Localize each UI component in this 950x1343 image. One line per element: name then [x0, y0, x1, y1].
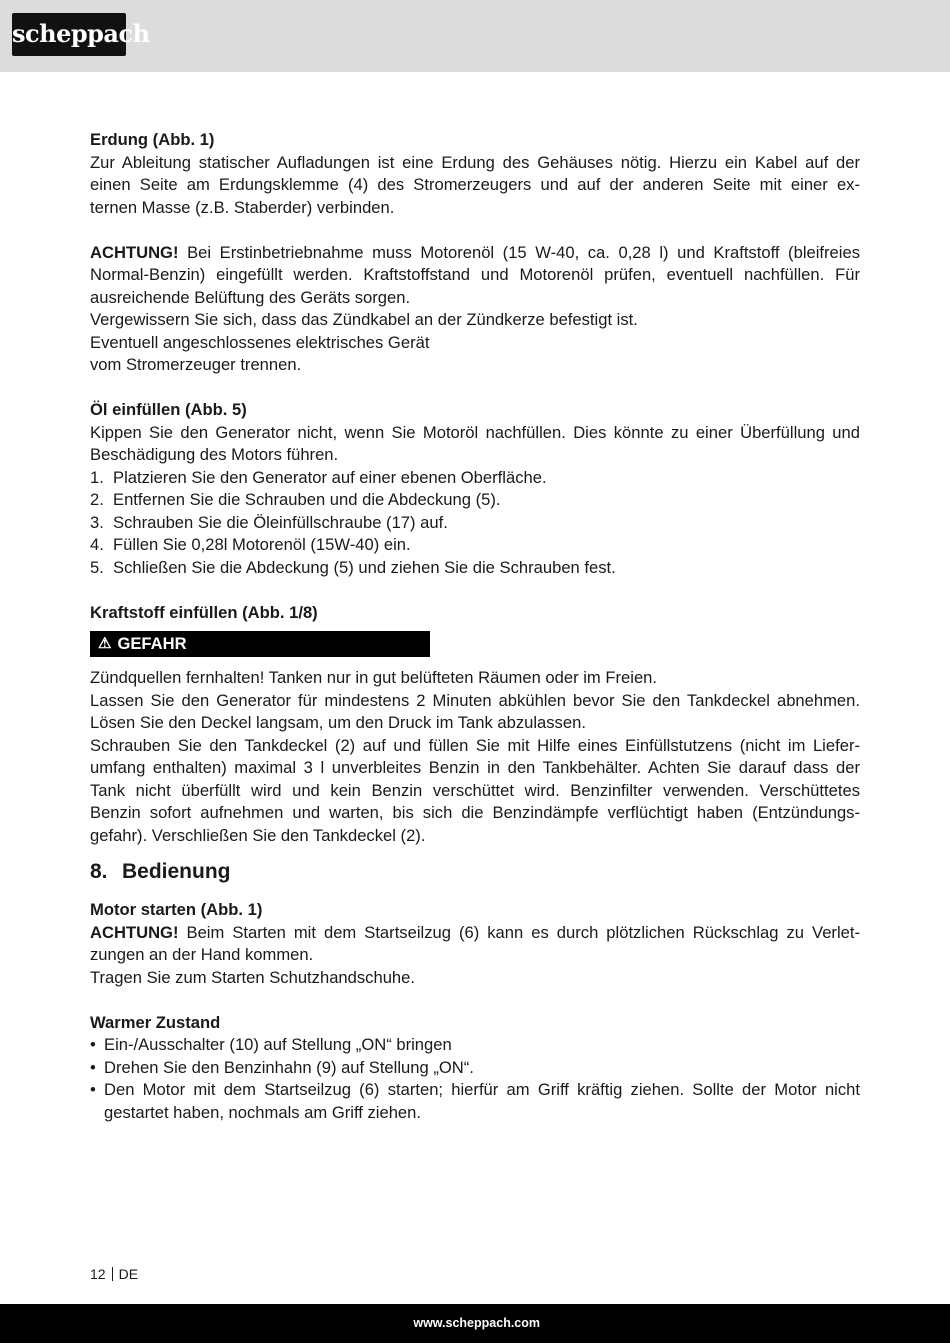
paragraph-line: Zur Ableitung statischer Aufladungen ist eine Erdung des Gehäuses nötig. Hierzu ein Kabel auf der — [90, 152, 860, 172]
paragraph-line: einen Seite am Erdungsklemme (4) des Stromerzeugers und auf der anderen Seite mit einer ex- — [90, 175, 860, 194]
footer-bar — [0, 1304, 950, 1343]
warning-label: ACHTUNG! — [90, 242, 179, 262]
paragraph-line: umfang enthalten) maximal 3 l unverbleites Benzin in den Tankbehälter. Achten Sie darauf dass der — [90, 758, 860, 777]
step-item — [90, 557, 860, 580]
heading-motor-starten: Motor starten (Abb. 1) — [90, 900, 263, 919]
warning-text: Bei Erstinbetriebnahme muss Motorenöl (15 W-40, ca. 0,28 l) und Kraftstoff (bleifreies — [178, 242, 860, 262]
step-number: 1. — [90, 467, 104, 487]
step-text: Entfernen Sie die Schrauben und die Abdeckung (5). — [113, 490, 501, 509]
section-heading-bedienung — [90, 855, 860, 889]
website-url: www.scheppach.com — [413, 1316, 540, 1330]
list-item — [90, 1034, 860, 1057]
step-text: Schließen Sie die Abdeckung (5) und ziehen Sie die Schrauben fest. — [113, 557, 616, 577]
section-number: 8. — [90, 860, 108, 883]
step-item — [90, 489, 860, 512]
paragraph-line: Schrauben Sie den Tankdeckel (2) auf und füllen Sie mit Hilfe eines Einfüllstutzens (nicht im Liefer- — [90, 735, 860, 755]
paragraph-line: Tank nicht überfüllt wird und kein Benzin verschüttet wird. Benzinfilter verwenden. Verschüttetes — [90, 780, 860, 800]
document-body — [90, 129, 860, 1124]
danger-banner — [90, 631, 430, 657]
list-item-text: Ein-/Ausschalter (10) auf Stellung „ON“ bringen — [104, 1035, 452, 1054]
paragraph-line: Normal-Benzin) eingefüllt werden. Kraftstoffstand und Motorenöl prüfen, eventuell nachfüllen. Für — [90, 265, 860, 284]
warning-text: Beim Starten mit dem Startseilzug (6) kann es durch plötzlichen Rückschlag zu Verlet- — [178, 922, 860, 942]
warning-line — [90, 922, 860, 945]
warning-line — [90, 242, 860, 265]
heading-erdung: Erdung (Abb. 1) — [90, 130, 215, 149]
page-number — [90, 1265, 138, 1283]
scheppach-logo: scheppach — [12, 13, 126, 56]
paragraph-line: Beschädigung des Motors führen. — [90, 445, 339, 464]
paragraph-line: ausreichende Belüftung des Geräts sorgen. — [90, 287, 411, 307]
warning-label: ACHTUNG! — [90, 922, 179, 942]
list-item-continuation: gestartet haben, nochmals am Griff ziehen. — [104, 1102, 421, 1122]
heading-oel: Öl einfüllen (Abb. 5) — [90, 400, 247, 419]
heading-warmer-zustand: Warmer Zustand — [90, 1012, 221, 1032]
page-separator — [112, 1267, 113, 1281]
step-text: Platzieren Sie den Generator auf einer ebenen Oberfläche. — [113, 467, 547, 487]
paragraph-line: Kippen Sie den Generator nicht, wenn Sie Motoröl nachfüllen. Dies könnte zu einer Überfüllung und — [90, 422, 860, 442]
list-item-text: Drehen Sie den Benzinhahn (9) auf Stellung „ON“. — [104, 1057, 474, 1077]
paragraph-line: ternen Masse (z.B. Staberder) verbinden. — [90, 197, 395, 217]
step-item — [90, 534, 860, 557]
step-text: Füllen Sie 0,28l Motorenöl (15W-40) ein. — [113, 535, 411, 554]
step-item — [90, 512, 860, 535]
step-number: 4. — [90, 535, 104, 554]
paragraph-line: zungen an der Hand kommen. — [90, 945, 314, 964]
page-header — [0, 0, 950, 72]
bullet: • — [90, 1035, 96, 1054]
paragraph-line: vom Stromerzeuger trennen. — [90, 355, 302, 374]
step-number: 3. — [90, 512, 104, 532]
paragraph-line: Lösen Sie den Deckel langsam, um den Druck im Tank abzulassen. — [90, 713, 586, 732]
warning-triangle-icon: ⚠ — [98, 635, 112, 652]
paragraph-line: Vergewissern Sie sich, dass das Zündkabel an der Zündkerze befestigt ist. — [90, 310, 638, 329]
list-item — [90, 1079, 860, 1102]
list-item — [90, 1057, 860, 1080]
heading-kraftstoff: Kraftstoff einfüllen (Abb. 1/8) — [90, 602, 318, 622]
list-item-text: Den Motor mit dem Startseilzug (6) starten; hierfür am Griff kräftig ziehen. Sollte der Motor nicht — [104, 1080, 860, 1099]
language-code: DE — [118, 1266, 139, 1282]
paragraph-line: Tragen Sie zum Starten Schutzhandschuhe. — [90, 967, 415, 987]
paragraph-line: Eventuell angeschlossenes elektrisches Gerät — [90, 332, 430, 352]
paragraph-line: Benzin sofort aufnehmen und warten, bis sich die Benzindämpfe verflüchtigt haben (Entzündungs- — [90, 803, 860, 822]
page-number-value: 12 — [90, 1266, 106, 1282]
paragraph-line: Lassen Sie den Generator für mindestens 2 Minuten abkühlen bevor Sie den Tankdeckel abnehmen. — [90, 690, 860, 710]
bullet: • — [90, 1080, 96, 1099]
section-title: Bedienung — [122, 860, 231, 883]
step-number: 5. — [90, 557, 104, 577]
step-item — [90, 467, 860, 490]
danger-label: GEFAHR — [117, 634, 187, 653]
bullet: • — [90, 1057, 96, 1077]
step-text: Schrauben Sie die Öleinfüllschraube (17) auf. — [113, 512, 448, 532]
paragraph-line: gefahr). Verschließen Sie den Tankdeckel (2). — [90, 825, 426, 845]
step-number: 2. — [90, 490, 104, 509]
paragraph-line: Zündquellen fernhalten! Tanken nur in gut belüfteten Räumen oder im Freien. — [90, 668, 658, 687]
